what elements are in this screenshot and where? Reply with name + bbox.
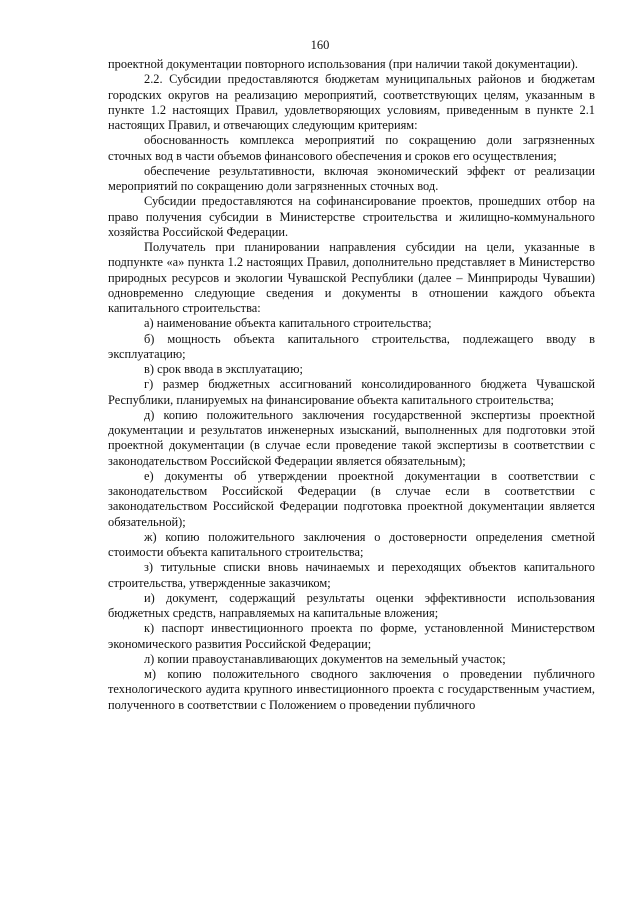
page-number: 160 (310, 38, 330, 52)
paragraph: в) срок ввода в эксплуатацию; (144, 362, 303, 376)
paragraph: б) мощность объекта капитального строительства, подлежащего вводу в эксплуатацию; (108, 331, 595, 361)
paragraph: а) наименование объекта капитального строительства; (144, 316, 432, 331)
paragraph: проектной документации повторного использования (при наличии такой документации). (108, 57, 578, 71)
paragraph: з) титульные списки вновь начинаемых и переходящих объектов капитального строительства, утвержденные заказчиком; (108, 560, 595, 590)
paragraph: обоснованность комплекса мероприятий по сокращению доли загрязненных сточных вод в части объемов финансового обеспечения и сроков его осуществления; (108, 133, 595, 163)
paragraph: ж) копию положительного заключения о достоверности определения сметной стоимости объекта капитального строительства; (108, 529, 595, 559)
paragraph: е) документы об утверждении проектной документации в соответствии с законодательством Российской Федерации (в случае если в соответствии с законодательством Российской Федерации подготовка проектной документации является обязательной); (108, 468, 595, 529)
paragraph: л) копии правоустанавливающих документов на земельный участок; (144, 651, 506, 666)
paragraph: Получатель при планировании направления субсидии на цели, указанные в подпункте «а» пункта 1.2 настоящих Правил, дополнительно представляет в Министерство природных ресурсов и экологии Чувашской Республики (далее – Минприроды Чувашии) одновременно следующие сведения и документы в отношении каждого объекта капитального строительства: (108, 240, 595, 315)
paragraph: к) паспорт инвестиционного проекта по форме, установленной Министерством экономического развития Российской Федерации; (108, 621, 595, 651)
document-body (108, 57, 595, 713)
paragraph: д) копию положительного заключения государственной экспертизы проектной документации и результатов инженерных изысканий, выполненных для подготовки этой проектной документации (в случае если проведение такой экспертизы в соответствии с законодательством Российской Федерации является обязательным); (108, 407, 595, 468)
paragraph: г) размер бюджетных ассигнований консолидированного бюджета Чувашской Республики, планируемых на финансирование объекта капитального строительства; (108, 377, 595, 407)
paragraph: обеспечение результативности, включая экономический эффект от реализации мероприятий по сокращению доли загрязненных сточных вод. (108, 163, 595, 193)
paragraph: 2.2. Субсидии предоставляются бюджетам муниципальных районов и бюджетам городских округов на реализацию мероприятий, соответствующих целям, указанным в пункте 1.2 настоящих Правил, удовлетворяющих условиям, приведенным в пункте 2.1 настоящих Правил, и отвечающих следующим критериям: (108, 72, 595, 132)
paragraph: Субсидии предоставляются на софинансирование проектов, прошедших отбор на право получения субсидии в Министерстве строительства и жилищно-коммунального хозяйства Российской Федерации. (108, 194, 595, 239)
paragraph: и) документ, содержащий результаты оценки эффективности использования бюджетных средств, направляемых на капитальные вложения; (108, 590, 595, 620)
paragraph: м) копию положительного сводного заключения о проведении публичного технологического аудита крупного инвестиционного проекта с государственным участием, полученного в соответствии с Положением о проведении публичного (108, 667, 595, 712)
